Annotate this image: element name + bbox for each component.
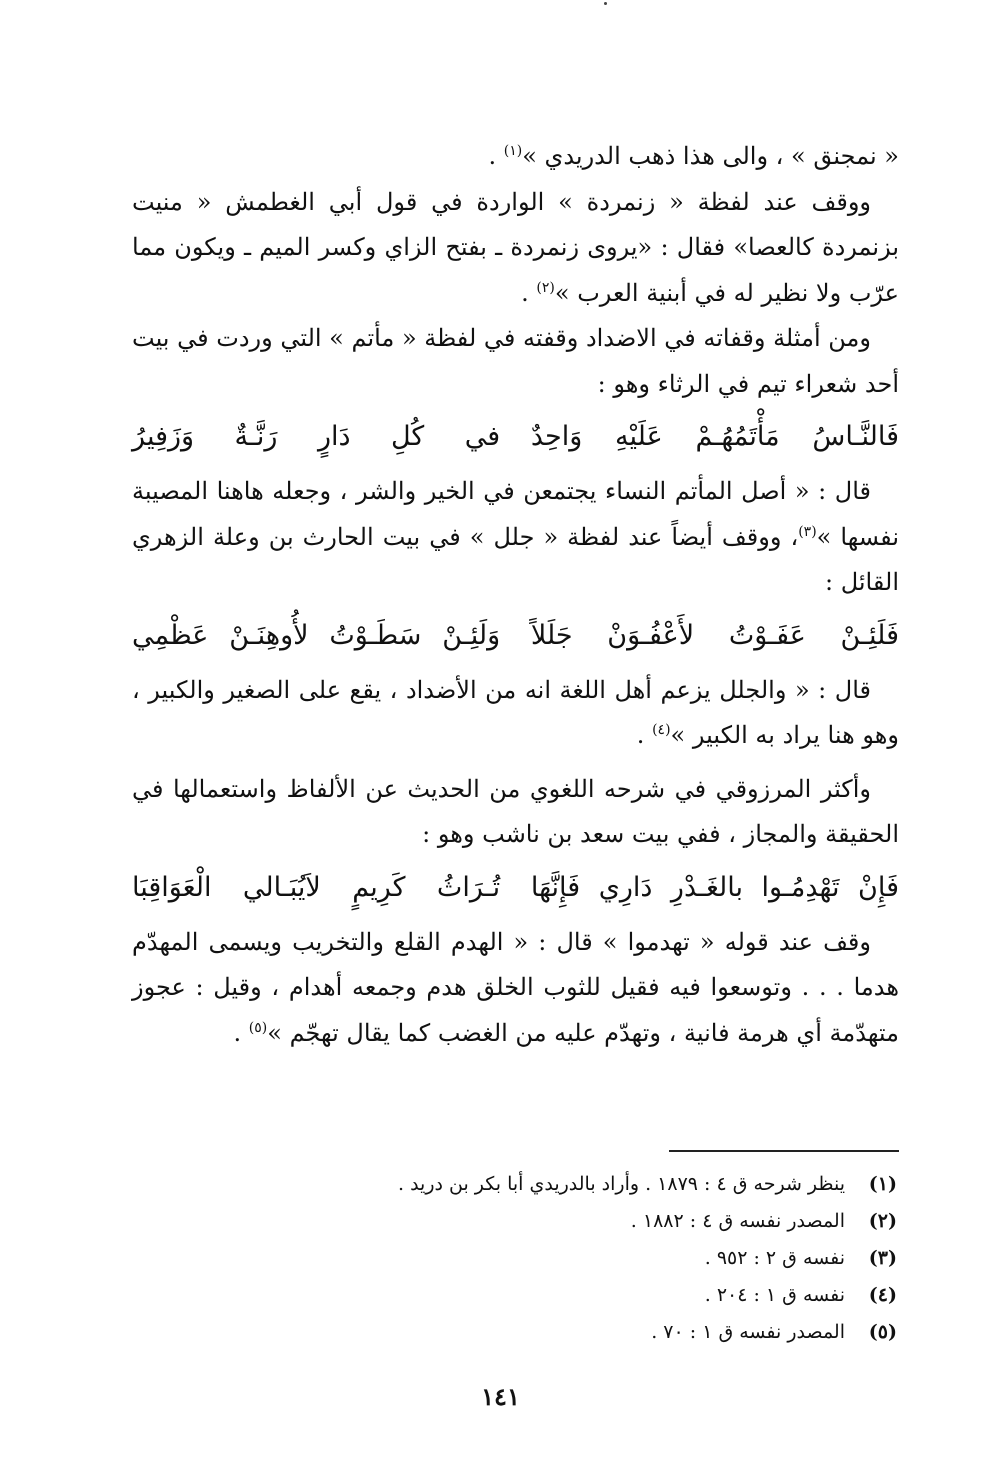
- verse-3-second-hemistich: [132, 862, 500, 914]
- footnote-4: [132, 1277, 897, 1314]
- verse-word: وَلَئِـنْ: [442, 619, 501, 651]
- paragraph-5: قال : « والجلل يزعم أهل اللغة انه من الأضداد ، يقع على الصغير والكبير ، وهو هنا يراد به الكبير »$^{(٤)}$ .: [132, 675, 899, 749]
- verse-word: سَطَـوْتُ: [329, 619, 422, 651]
- verse-2: [132, 610, 899, 662]
- verse-word: فَإِنَّهَا: [530, 871, 581, 903]
- scan-speck: [604, 2, 607, 5]
- verse-word: لأَعْفُـوَنْ: [607, 619, 695, 651]
- footnote-3: [132, 1240, 897, 1277]
- verse-word: تَهْدِمُـوا: [761, 871, 840, 903]
- verse-word: فَإِنْ: [858, 871, 899, 903]
- footnote-text: المصدر نفسه ق ٤ : ١٨٨٢ .: [630, 1210, 845, 1232]
- verse-2-second-hemistich: [132, 610, 500, 662]
- verse-1-first-hemistich: [531, 411, 899, 463]
- footnote-number: (٢): [868, 1210, 897, 1232]
- footnote-1: [132, 1166, 897, 1203]
- footnote-number: (٥): [868, 1321, 897, 1343]
- footnote-text: ينظر شرحه ق ٤ : ١٨٧٩ . وأراد بالدريدي أبا بكر بن دريد .: [397, 1173, 845, 1195]
- page-number: ١٤١: [481, 1382, 520, 1411]
- verse-word: فَلَئِـنْ: [840, 619, 899, 651]
- verse-word: فَالنَّـاسُ: [812, 421, 899, 452]
- verse-word: دَارٍ: [317, 421, 351, 452]
- footnote-ref-4[interactable]: (٤): [652, 722, 671, 738]
- footnote-number: (٤): [868, 1284, 897, 1306]
- verse-word: عَلَيْهِ: [615, 421, 663, 452]
- paragraph-4: قال : « أصل المأتم النساء يجتمعن في الخير والشر ، وجعله هاهنا المصيبة نفسها »$^{(٣)}$، ووقف أيضاً عند لفظة « جلل » في بيت الحارث بن وعلة الزهري القائل :: [132, 477, 899, 596]
- footnote-ref-3[interactable]: (٣): [798, 523, 817, 540]
- paragraph-2: ووقف عند لفظة « زنمردة » الواردة في قول أبي الغطمش « منيت بزنمردة كالعصا» فقال : «يروى زنمردة ـ بفتح الزاي وكسر الميم ـ ويكون مما عرّب ولا نظير له في أبنية العرب »$^{(٢)}$ .: [132, 187, 899, 307]
- paragraph-6: وأكثر المرزوقي في شرحه اللغوي من الحديث عن الألفاظ واستعمالها في الحقيقة والمجاز ، ففي بيت سعد بن ناشب وهو :: [132, 774, 899, 848]
- verse-3-first-hemistich: [531, 862, 899, 914]
- verse-word: مَأْتَمُهُـمْ: [695, 421, 780, 452]
- main-text: [132, 134, 899, 1056]
- verse-word: لاَيُبَـالي: [242, 871, 321, 903]
- verse-word: جَلَلاً: [530, 619, 573, 651]
- footnote-ref-1[interactable]: (١): [503, 143, 523, 159]
- verse-3: [132, 862, 899, 914]
- verse-word: لأُوهِنَـنْ: [229, 619, 309, 651]
- footnotes: [132, 1166, 897, 1351]
- verse-1-second-hemistich: [132, 411, 500, 463]
- verse-word: كُلِ: [390, 421, 425, 452]
- paragraph-3: ومن أمثلة وقفاته في الاضداد وقفته في لفظة « مأتم » التي وردت في بيت أحد شعراء تيم في الرثاء وهو :: [132, 324, 899, 398]
- verse-word: عَفَـوْتُ: [728, 619, 806, 651]
- footnote-text: نفسه ق ٢ : ٩٥٢ .: [704, 1247, 845, 1269]
- footnote-divider: [669, 1150, 899, 1152]
- footnote-ref-2[interactable]: (٢): [536, 279, 555, 296]
- verse-word: وَاحِدٌ: [530, 421, 583, 452]
- footnote-text: نفسه ق ١ : ٢٠٤ .: [704, 1284, 845, 1306]
- footnote-ref-5[interactable]: (٥): [248, 1019, 268, 1036]
- verse-word: رَنَّـةٌ: [234, 421, 278, 452]
- footnote-number: (١): [868, 1173, 897, 1195]
- verse-word: في: [464, 421, 501, 452]
- verse-word: تُـرَاثُ: [436, 871, 501, 903]
- paragraph-7: وقف عند قوله « تهدموا » قال : « الهدم القلع والتخريب ويسمى المهدّم هدما . . . وتوسعوا فيه فقيل للثوب الخلق هدم وجمعه أهدام ، وقيل : عجوز متهدّمة أي هرمة فانية ، وتهدّم عليه من الغضب كما يقال تهجّم »$^{(٥)}$ .: [132, 927, 900, 1047]
- verse-1: [132, 411, 899, 463]
- verse-word: كَرِيمٍ: [352, 871, 406, 903]
- verse-word: دَارِي: [598, 871, 653, 903]
- paragraph-1: « نمجنق » ، والى هذا ذهب الدريدي »$^{(١)}$ .: [488, 142, 899, 170]
- verse-2-first-hemistich: [531, 610, 899, 662]
- footnote-number: (٣): [868, 1247, 897, 1269]
- footnote-text: المصدر نفسه ق ١ : ٧٠ .: [651, 1321, 845, 1343]
- verse-word: بالغَـدْرِ: [670, 871, 744, 903]
- verse-word: الْعَوَاقِبَا: [132, 871, 212, 903]
- footnote-2: [132, 1203, 897, 1240]
- verse-word: عَظْمِي: [132, 619, 209, 651]
- footnote-5: [132, 1314, 897, 1351]
- verse-word: وَزَفِيرُ: [132, 421, 195, 452]
